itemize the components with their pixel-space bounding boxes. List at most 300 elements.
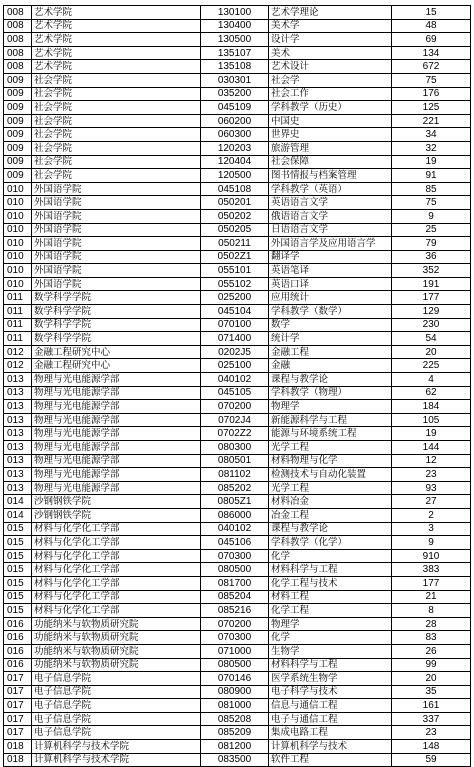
major-code-cell: 070300 [201,631,269,645]
college-code-cell: 014 [4,508,32,522]
major-code-cell: 080300 [201,441,269,455]
table-row [4,753,471,767]
enrollment-count-cell: 352 [392,264,471,278]
major-name-cell: 课程与教学论 [269,522,392,536]
college-code-cell: 010 [4,223,32,237]
major-name-cell: 设计学 [269,33,392,47]
college-code-cell: 008 [4,60,32,74]
enrollment-count-cell: 134 [392,46,471,60]
enrollment-count-cell: 221 [392,114,471,128]
college-code-cell: 009 [4,169,32,183]
enrollment-table-body [4,6,471,767]
college-name-cell: 外国语学院 [32,209,201,223]
table-row [4,155,471,169]
table-row [4,441,471,455]
major-name-cell: 图书情报与档案管理 [269,169,392,183]
enrollment-count-cell: 83 [392,631,471,645]
major-code-cell: 120203 [201,141,269,155]
major-code-cell: 081700 [201,576,269,590]
major-name-cell: 冶金工程 [269,508,392,522]
table-row [4,413,471,427]
major-code-cell: 081000 [201,699,269,713]
college-name-cell: 艺术学院 [32,60,201,74]
enrollment-table [3,5,471,767]
major-code-cell: 070200 [201,400,269,414]
college-name-cell: 金融工程研究中心 [32,359,201,373]
major-code-cell: 080500 [201,563,269,577]
college-code-cell: 017 [4,699,32,713]
major-name-cell: 学科教学（化学） [269,536,392,550]
table-row [4,536,471,550]
college-code-cell: 009 [4,87,32,101]
college-name-cell: 社会学院 [32,128,201,142]
college-name-cell: 功能纳米与软物质研究院 [32,617,201,631]
college-code-cell: 011 [4,291,32,305]
college-name-cell: 沙钢钢铁学院 [32,508,201,522]
college-code-cell: 009 [4,73,32,87]
major-name-cell: 社会保障 [269,155,392,169]
major-name-cell: 艺术学理论 [269,6,392,20]
table-row [4,726,471,740]
enrollment-count-cell: 36 [392,250,471,264]
major-name-cell: 社会工作 [269,87,392,101]
college-name-cell: 计算机科学与技术学院 [32,753,201,767]
table-row [4,209,471,223]
major-code-cell: 030301 [201,73,269,87]
college-code-cell: 013 [4,400,32,414]
college-name-cell: 外国语学院 [32,277,201,291]
table-row [4,277,471,291]
enrollment-count-cell: 27 [392,495,471,509]
major-name-cell: 美术学 [269,19,392,33]
major-name-cell: 俄语语言文学 [269,209,392,223]
table-row [4,33,471,47]
enrollment-count-cell: 28 [392,617,471,631]
table-row [4,590,471,604]
major-name-cell: 光学工程 [269,481,392,495]
college-code-cell: 009 [4,141,32,155]
college-code-cell: 013 [4,427,32,441]
enrollment-count-cell: 99 [392,658,471,672]
college-name-cell: 电子信息学院 [32,726,201,740]
major-code-cell: 055101 [201,264,269,278]
major-name-cell: 光学工程 [269,441,392,455]
major-name-cell: 外国语言学及应用语言学 [269,237,392,251]
major-code-cell: 071400 [201,332,269,346]
college-code-cell: 010 [4,237,32,251]
major-name-cell: 课程与教学论 [269,373,392,387]
college-code-cell: 010 [4,196,32,210]
enrollment-count-cell: 85 [392,182,471,196]
table-row [4,740,471,754]
college-name-cell: 沙钢钢铁学院 [32,495,201,509]
table-row [4,318,471,332]
college-code-cell: 015 [4,604,32,618]
table-row [4,101,471,115]
college-code-cell: 015 [4,549,32,563]
major-code-cell: 055102 [201,277,269,291]
table-row [4,141,471,155]
enrollment-count-cell: 910 [392,549,471,563]
enrollment-count-cell: 672 [392,60,471,74]
major-name-cell: 软件工程 [269,753,392,767]
table-row [4,699,471,713]
major-name-cell: 检测技术与自动化装置 [269,468,392,482]
major-code-cell: 045104 [201,305,269,319]
table-row [4,87,471,101]
table-row [4,373,471,387]
college-name-cell: 电子信息学院 [32,685,201,699]
college-name-cell: 外国语学院 [32,237,201,251]
major-code-cell: 0702J4 [201,413,269,427]
enrollment-count-cell: 19 [392,155,471,169]
college-code-cell: 015 [4,536,32,550]
college-code-cell: 013 [4,481,32,495]
major-code-cell: 080500 [201,658,269,672]
college-name-cell: 艺术学院 [32,19,201,33]
enrollment-count-cell: 34 [392,128,471,142]
college-name-cell: 社会学院 [32,73,201,87]
enrollment-count-cell: 15 [392,6,471,20]
major-name-cell: 化学 [269,549,392,563]
table-row [4,114,471,128]
enrollment-count-cell: 129 [392,305,471,319]
major-name-cell: 生物学 [269,644,392,658]
college-code-cell: 008 [4,6,32,20]
major-name-cell: 化学工程 [269,604,392,618]
college-code-cell: 008 [4,46,32,60]
college-code-cell: 015 [4,563,32,577]
major-name-cell: 金融 [269,359,392,373]
enrollment-count-cell: 225 [392,359,471,373]
major-name-cell: 材料工程 [269,590,392,604]
major-code-cell: 085208 [201,712,269,726]
enrollment-count-cell: 148 [392,740,471,754]
enrollment-count-cell: 177 [392,291,471,305]
major-name-cell: 翻译学 [269,250,392,264]
enrollment-count-cell: 191 [392,277,471,291]
college-name-cell: 材料与化学化工学部 [32,576,201,590]
college-name-cell: 物理与光电能源学部 [32,400,201,414]
college-code-cell: 010 [4,264,32,278]
college-code-cell: 008 [4,33,32,47]
college-name-cell: 材料与化学化工学部 [32,522,201,536]
table-row [4,332,471,346]
table-row [4,237,471,251]
college-code-cell: 010 [4,182,32,196]
college-code-cell: 013 [4,373,32,387]
major-code-cell: 045108 [201,182,269,196]
major-code-cell: 081200 [201,740,269,754]
college-code-cell: 016 [4,631,32,645]
college-name-cell: 材料与化学化工学部 [32,590,201,604]
college-code-cell: 012 [4,345,32,359]
enrollment-count-cell: 20 [392,672,471,686]
college-name-cell: 外国语学院 [32,196,201,210]
major-name-cell: 数学 [269,318,392,332]
college-name-cell: 艺术学院 [32,6,201,20]
major-code-cell: 081102 [201,468,269,482]
college-name-cell: 电子信息学院 [32,699,201,713]
major-code-cell: 135107 [201,46,269,60]
table-row [4,427,471,441]
enrollment-count-cell: 75 [392,73,471,87]
major-code-cell: 0202J5 [201,345,269,359]
enrollment-count-cell: 26 [392,644,471,658]
college-name-cell: 艺术学院 [32,46,201,60]
major-name-cell: 金融工程 [269,345,392,359]
enrollment-count-cell: 23 [392,468,471,482]
college-name-cell: 外国语学院 [32,223,201,237]
table-row [4,291,471,305]
enrollment-count-cell: 69 [392,33,471,47]
enrollment-count-cell: 105 [392,413,471,427]
major-name-cell: 学科教学（历史） [269,101,392,115]
major-code-cell: 045106 [201,536,269,550]
enrollment-count-cell: 20 [392,345,471,359]
college-name-cell: 物理与光电能源学部 [32,427,201,441]
enrollment-count-cell: 4 [392,373,471,387]
major-name-cell: 世界史 [269,128,392,142]
table-row [4,604,471,618]
table-row [4,576,471,590]
table-row [4,196,471,210]
major-name-cell: 英语语言文学 [269,196,392,210]
major-name-cell: 能源与环境系统工程 [269,427,392,441]
college-code-cell: 011 [4,332,32,346]
college-name-cell: 社会学院 [32,169,201,183]
college-code-cell: 012 [4,359,32,373]
major-name-cell: 材料科学与工程 [269,563,392,577]
table-row [4,454,471,468]
college-name-cell: 数学科学学院 [32,332,201,346]
major-code-cell: 0702Z2 [201,427,269,441]
major-name-cell: 统计学 [269,332,392,346]
enrollment-count-cell: 144 [392,441,471,455]
table-row [4,19,471,33]
college-name-cell: 社会学院 [32,101,201,115]
major-name-cell: 物理学 [269,400,392,414]
enrollment-count-cell: 230 [392,318,471,332]
major-name-cell: 学科教学（数学） [269,305,392,319]
major-name-cell: 医学系统生物学 [269,672,392,686]
major-name-cell: 电子与通信工程 [269,712,392,726]
enrollment-count-cell: 12 [392,454,471,468]
college-code-cell: 014 [4,495,32,509]
college-code-cell: 010 [4,250,32,264]
enrollment-count-cell: 23 [392,726,471,740]
table-row [4,223,471,237]
major-code-cell: 045109 [201,101,269,115]
enrollment-count-cell: 184 [392,400,471,414]
major-code-cell: 0502Z1 [201,250,269,264]
major-code-cell: 050205 [201,223,269,237]
college-name-cell: 金融工程研究中心 [32,345,201,359]
college-code-cell: 013 [4,454,32,468]
college-name-cell: 物理与光电能源学部 [32,468,201,482]
college-code-cell: 013 [4,386,32,400]
college-name-cell: 社会学院 [32,155,201,169]
major-code-cell: 070100 [201,318,269,332]
enrollment-count-cell: 9 [392,209,471,223]
enrollment-count-cell: 3 [392,522,471,536]
enrollment-count-cell: 8 [392,604,471,618]
table-row [4,712,471,726]
table-row [4,305,471,319]
table-row [4,481,471,495]
major-name-cell: 材料冶金 [269,495,392,509]
major-name-cell: 新能源科学与工程 [269,413,392,427]
enrollment-count-cell: 48 [392,19,471,33]
table-row [4,6,471,20]
college-code-cell: 010 [4,209,32,223]
major-code-cell: 070200 [201,617,269,631]
major-code-cell: 080900 [201,685,269,699]
major-name-cell: 旅游管理 [269,141,392,155]
college-name-cell: 功能纳米与软物质研究院 [32,658,201,672]
major-code-cell: 045105 [201,386,269,400]
college-code-cell: 016 [4,658,32,672]
major-name-cell: 学科教学（英语） [269,182,392,196]
table-row [4,345,471,359]
college-name-cell: 外国语学院 [32,250,201,264]
college-code-cell: 011 [4,305,32,319]
major-code-cell: 120404 [201,155,269,169]
college-code-cell: 015 [4,590,32,604]
enrollment-count-cell: 19 [392,427,471,441]
enrollment-count-cell: 177 [392,576,471,590]
college-name-cell: 电子信息学院 [32,672,201,686]
college-name-cell: 数学科学学院 [32,318,201,332]
enrollment-count-cell: 161 [392,699,471,713]
college-name-cell: 材料与化学化工学部 [32,563,201,577]
enrollment-count-cell: 32 [392,141,471,155]
college-name-cell: 社会学院 [32,141,201,155]
major-name-cell: 化学 [269,631,392,645]
enrollment-count-cell: 383 [392,563,471,577]
table-row [4,60,471,74]
enrollment-count-cell: 62 [392,386,471,400]
table-row [4,386,471,400]
major-code-cell: 035200 [201,87,269,101]
table-row [4,359,471,373]
table-row [4,631,471,645]
major-name-cell: 应用统计 [269,291,392,305]
enrollment-count-cell: 93 [392,481,471,495]
major-name-cell: 英语口译 [269,277,392,291]
college-name-cell: 材料与化学化工学部 [32,536,201,550]
college-name-cell: 功能纳米与软物质研究院 [32,644,201,658]
college-code-cell: 009 [4,114,32,128]
college-name-cell: 物理与光电能源学部 [32,481,201,495]
major-code-cell: 120500 [201,169,269,183]
college-name-cell: 物理与光电能源学部 [32,373,201,387]
major-code-cell: 085209 [201,726,269,740]
major-name-cell: 计算机科学与技术 [269,740,392,754]
college-name-cell: 计算机科学与技术学院 [32,740,201,754]
table-row [4,182,471,196]
college-name-cell: 社会学院 [32,114,201,128]
table-row [4,73,471,87]
major-code-cell: 130400 [201,19,269,33]
major-name-cell: 中国史 [269,114,392,128]
major-code-cell: 040102 [201,522,269,536]
table-row [4,128,471,142]
table-row [4,658,471,672]
enrollment-count-cell: 125 [392,101,471,115]
enrollment-count-cell: 54 [392,332,471,346]
college-name-cell: 艺术学院 [32,33,201,47]
major-name-cell: 英语笔译 [269,264,392,278]
college-code-cell: 016 [4,617,32,631]
college-code-cell: 017 [4,672,32,686]
major-code-cell: 070300 [201,549,269,563]
college-code-cell: 017 [4,726,32,740]
major-code-cell: 086000 [201,508,269,522]
major-code-cell: 085216 [201,604,269,618]
college-code-cell: 009 [4,155,32,169]
college-code-cell: 013 [4,441,32,455]
college-code-cell: 013 [4,468,32,482]
college-name-cell: 外国语学院 [32,264,201,278]
college-name-cell: 材料与化学化工学部 [32,604,201,618]
college-code-cell: 015 [4,576,32,590]
major-code-cell: 080501 [201,454,269,468]
major-code-cell: 070146 [201,672,269,686]
major-name-cell: 社会学 [269,73,392,87]
major-code-cell: 071000 [201,644,269,658]
table-row [4,400,471,414]
enrollment-count-cell: 9 [392,536,471,550]
major-code-cell: 083500 [201,753,269,767]
table-row [4,495,471,509]
college-code-cell: 018 [4,753,32,767]
major-code-cell: 130100 [201,6,269,20]
enrollment-count-cell: 75 [392,196,471,210]
college-name-cell: 物理与光电能源学部 [32,386,201,400]
major-name-cell: 艺术设计 [269,60,392,74]
table-row [4,672,471,686]
college-code-cell: 018 [4,740,32,754]
college-code-cell: 008 [4,19,32,33]
table-row [4,169,471,183]
enrollment-count-cell: 337 [392,712,471,726]
major-name-cell: 学科教学（物理） [269,386,392,400]
college-name-cell: 物理与光电能源学部 [32,454,201,468]
college-code-cell: 011 [4,318,32,332]
enrollment-count-cell: 59 [392,753,471,767]
major-code-cell: 050211 [201,237,269,251]
major-code-cell: 025100 [201,359,269,373]
college-code-cell: 016 [4,644,32,658]
enrollment-count-cell: 91 [392,169,471,183]
enrollment-count-cell: 35 [392,685,471,699]
college-code-cell: 013 [4,413,32,427]
major-name-cell: 材料科学与工程 [269,658,392,672]
college-name-cell: 功能纳米与软物质研究院 [32,631,201,645]
college-name-cell: 电子信息学院 [32,712,201,726]
major-name-cell: 电子科学与技术 [269,685,392,699]
college-name-cell: 数学科学学院 [32,291,201,305]
enrollment-count-cell: 21 [392,590,471,604]
major-code-cell: 085202 [201,481,269,495]
major-code-cell: 060200 [201,114,269,128]
table-row [4,468,471,482]
college-name-cell: 物理与光电能源学部 [32,413,201,427]
college-name-cell: 材料与化学化工学部 [32,549,201,563]
table-row [4,644,471,658]
major-name-cell: 集成电路工程 [269,726,392,740]
